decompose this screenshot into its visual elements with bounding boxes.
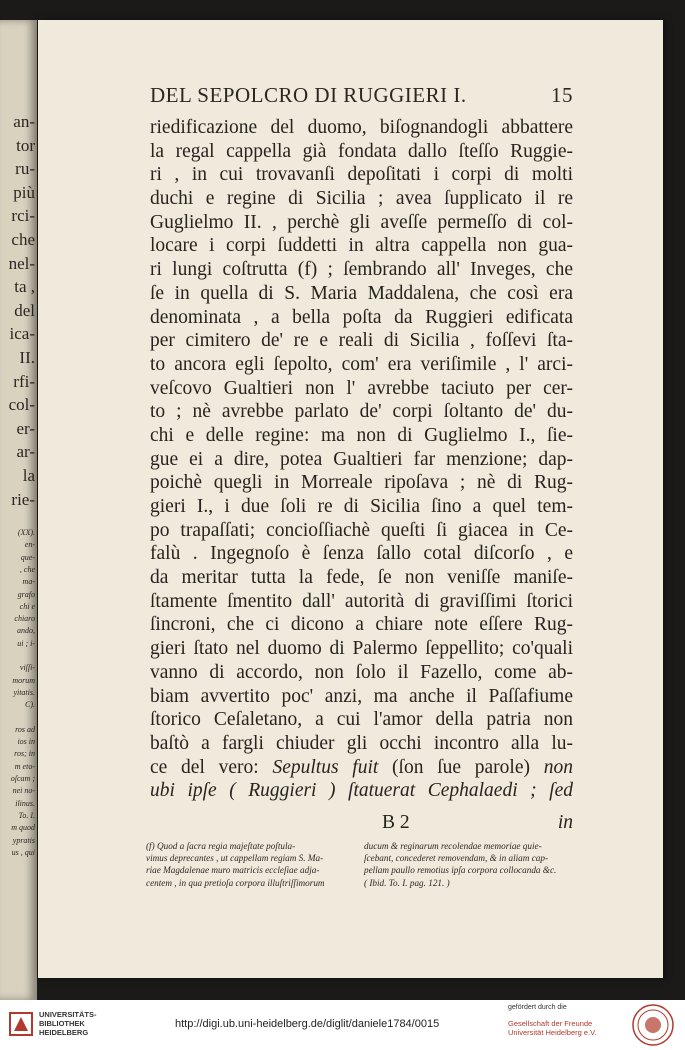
main-text bbox=[150, 116, 573, 803]
footnote-column-2 bbox=[364, 840, 574, 889]
text-line: to ancora egli ſepolto, com' era veriſimile , l' arci- bbox=[150, 353, 573, 375]
prev-page-note-fragment: To. I. bbox=[18, 810, 35, 820]
prev-page-note-fragment: ando, bbox=[17, 626, 35, 636]
text-line: denominata , a bella poſta da Ruggieri edificata bbox=[150, 306, 573, 328]
prev-page-note-fragment: ypratis bbox=[12, 835, 35, 845]
sponsor-block bbox=[508, 1004, 623, 1037]
prev-page-note-fragment: C). bbox=[25, 700, 35, 710]
footnote-line: ( Ibid. To. I. pag. 121. ) bbox=[364, 877, 450, 888]
prev-page-fragment: II. bbox=[19, 348, 35, 367]
sponsor-name[interactable]: Gesellschaft der Freunde Universität Heidelberg e.V. bbox=[508, 1019, 597, 1037]
text-line: poichè quegli in Morreale ripoſava ; nè di Rug- bbox=[150, 472, 573, 494]
catchword: in bbox=[557, 812, 573, 833]
prev-page-note-fragment: ios in bbox=[17, 737, 35, 747]
text-line: riedificazione del duomo, biſognandogli abbattere bbox=[150, 117, 573, 138]
prev-page-note-fragment: grafo bbox=[17, 589, 35, 599]
text-line: ri lungi coſtrutta (f) ; ſembrando all' Inveges, che bbox=[150, 259, 573, 281]
header-title: DEL SEPOLCRO DI RUGGIERI I. bbox=[150, 83, 467, 107]
university-library-logo[interactable] bbox=[8, 1010, 97, 1037]
viewer-footer bbox=[0, 1000, 685, 1050]
text-line: baſtò a fargli chiuder gli occhi incontro alla lu- bbox=[150, 732, 573, 754]
book-page bbox=[38, 20, 663, 978]
text-line: duchi e regine di Sicilia ; avea ſupplicato il re bbox=[150, 188, 573, 210]
footnote-line: riae Magdalenae muro matricis eccleſiae adja- bbox=[146, 865, 320, 876]
signature-mark: B 2 bbox=[382, 812, 410, 833]
prev-page-note-fragment: nei no- bbox=[12, 786, 35, 796]
footnote-line: ducum & reginarum recolendae memoriae quie- bbox=[364, 841, 542, 851]
latin-quote: Sepultus fuit bbox=[272, 756, 379, 778]
text-line: gieri I., i due ſoli re di Sicilia ſino a quel tem- bbox=[150, 496, 573, 517]
prev-page-fragment: rfi- bbox=[13, 371, 35, 391]
footnote-column-1 bbox=[146, 840, 356, 889]
prev-page-note-fragment: , che bbox=[19, 564, 35, 574]
footnotes bbox=[146, 840, 574, 889]
prev-page-fragment: ar- bbox=[16, 442, 35, 462]
prev-page-note-fragment: ros ad bbox=[15, 724, 35, 734]
prev-page-note-fragment: yitatis. bbox=[13, 687, 35, 697]
text-line: ſe in quella di S. Maria Maddalena, che così era bbox=[150, 282, 573, 304]
text-line: falù . Ingegnoſo è ſenza ſallo cotal diſcorſo , e bbox=[150, 543, 573, 565]
footnote-line: centem , in qua pretioſa corpora illuſtriſſimorum bbox=[146, 877, 325, 888]
prev-page-note-fragment: ui ; i- bbox=[17, 638, 35, 648]
prev-page-note-fragment: ma- bbox=[22, 577, 35, 587]
text-line: veſcovo Gualtieri non l' avrebbe taciuto per cer- bbox=[150, 377, 573, 399]
prev-page-fragment: er- bbox=[16, 418, 35, 438]
prev-page-fragment: nel- bbox=[8, 253, 35, 273]
prev-page-fragment: del bbox=[14, 300, 35, 320]
text-line: biam avvertito poc' anzi, ma anche il Paſſafiume bbox=[150, 685, 573, 707]
society-seal-icon bbox=[631, 1003, 675, 1047]
permalink-url[interactable]: http://digi.ub.uni-heidelberg.de/diglit/daniele1784/0015 bbox=[175, 1018, 440, 1030]
prev-page-fragment: più bbox=[13, 182, 35, 202]
text-line: ubi ipſe ( Ruggieri ) ſtatuerat Cephalaedi ; ſed bbox=[150, 780, 573, 802]
text-line: la regal cappella già fondata dallo ſteſſo Ruggie- bbox=[150, 140, 573, 162]
university-name: UNIVERSITÄTS- BIBLIOTHEK HEIDELBERG bbox=[39, 1010, 97, 1037]
prev-page-fragment: an- bbox=[13, 112, 35, 131]
text-line: gue ei a dire, potea Gualtieri far menzione; dap- bbox=[150, 448, 573, 470]
text-line: ſtorico Ceſaletano, a cui l'amor della patria non bbox=[150, 709, 573, 731]
prev-page-note-fragment: oſcam ; bbox=[10, 774, 35, 783]
text-line: gieri ſtato nel duomo di Palermo ſeppellito; co'quali bbox=[150, 638, 573, 660]
text-line: chi e delle regine: ma non di Guglielmo I., ſie- bbox=[150, 424, 573, 446]
prev-page-fragment: rci- bbox=[11, 206, 35, 226]
text-line: da meritar tutta la fede, ſe non veniſſe maniſe- bbox=[150, 567, 573, 589]
prev-page-note-fragment: (XX). bbox=[17, 528, 35, 537]
prev-page-note-fragment: ros; in bbox=[14, 749, 35, 759]
text-line: Guglielmo II. , perchè gli aveſſe permeſſo di col- bbox=[150, 211, 573, 233]
prev-page-fragment: ta , bbox=[14, 277, 35, 297]
prev-page-note-fragment: morum bbox=[12, 675, 35, 685]
prev-page-note-fragment: chi e bbox=[19, 601, 35, 611]
prev-page-fragment: ru- bbox=[15, 159, 35, 179]
text-line: ſincroni, che ci dicono a chiare note eſſere Rug- bbox=[150, 614, 573, 636]
text-line: ſtamente ſmentito dall' autorità di graviſſimi ſtorici bbox=[150, 590, 573, 612]
prev-page-note-fragment: m quod bbox=[11, 823, 35, 833]
footnote-line: (f) Quod a ſacra regia majeſtate poſtula- bbox=[146, 841, 296, 851]
prev-page-fragment: tor bbox=[16, 135, 35, 155]
prev-page-note-fragment: en- bbox=[24, 540, 35, 550]
footnote-line: ſcebant, concederet removendam, & in aliam cap- bbox=[364, 853, 549, 864]
prev-page-note-fragment: m eto- bbox=[14, 761, 35, 771]
previous-page-edge bbox=[0, 20, 37, 1000]
prev-page-fragment: che bbox=[11, 230, 35, 249]
text-line: ri , in cui trovavanſi depoſitati i corpi di molti bbox=[150, 164, 573, 186]
text-line: per cimitero de' re e reali di Sicilia , foſſevi ſta- bbox=[150, 330, 573, 352]
running-header bbox=[150, 83, 573, 108]
prev-page-note-fragment: viſſi- bbox=[19, 663, 35, 673]
sponsor-label: gefördert durch die bbox=[508, 1004, 567, 1011]
prev-page-note-fragment: chiaro bbox=[14, 614, 35, 624]
text-line: po trapaſſati; concioſſiachè queſti ſi giacea in Ce- bbox=[150, 519, 573, 541]
text-line: ce del vero: Sepultus fuit (ſon ſue parole) non bbox=[150, 756, 573, 778]
text-line: vanno di accordo, non ſolo il Fazello, come ab- bbox=[150, 661, 573, 683]
prev-page-note-fragment: ilinus. bbox=[15, 798, 35, 808]
prev-page-note-fragment: que- bbox=[20, 552, 35, 562]
prev-page-fragment: la bbox=[22, 466, 35, 485]
page-number: 15 bbox=[551, 83, 573, 107]
text-line: locare i corpi ſuddetti in altra cappella non gua- bbox=[150, 235, 573, 257]
prev-page-note-fragment: us , qui bbox=[11, 847, 35, 857]
footnote-line: vimus deprecantes , ut cappellam regiam S. Ma- bbox=[146, 853, 324, 864]
footnote-line: pellam paullo remotius ipſa corpora collocanda &c. bbox=[364, 865, 557, 876]
prev-page-fragment: col- bbox=[8, 395, 35, 415]
prev-page-fragment: rie- bbox=[11, 489, 35, 509]
text-line: to ; nè avrebbe parlato de' corpi ſoltanto de' du- bbox=[150, 401, 573, 423]
ub-logo-icon bbox=[8, 1011, 34, 1037]
signature-line bbox=[150, 812, 573, 836]
prev-page-fragment: ica- bbox=[9, 324, 35, 344]
